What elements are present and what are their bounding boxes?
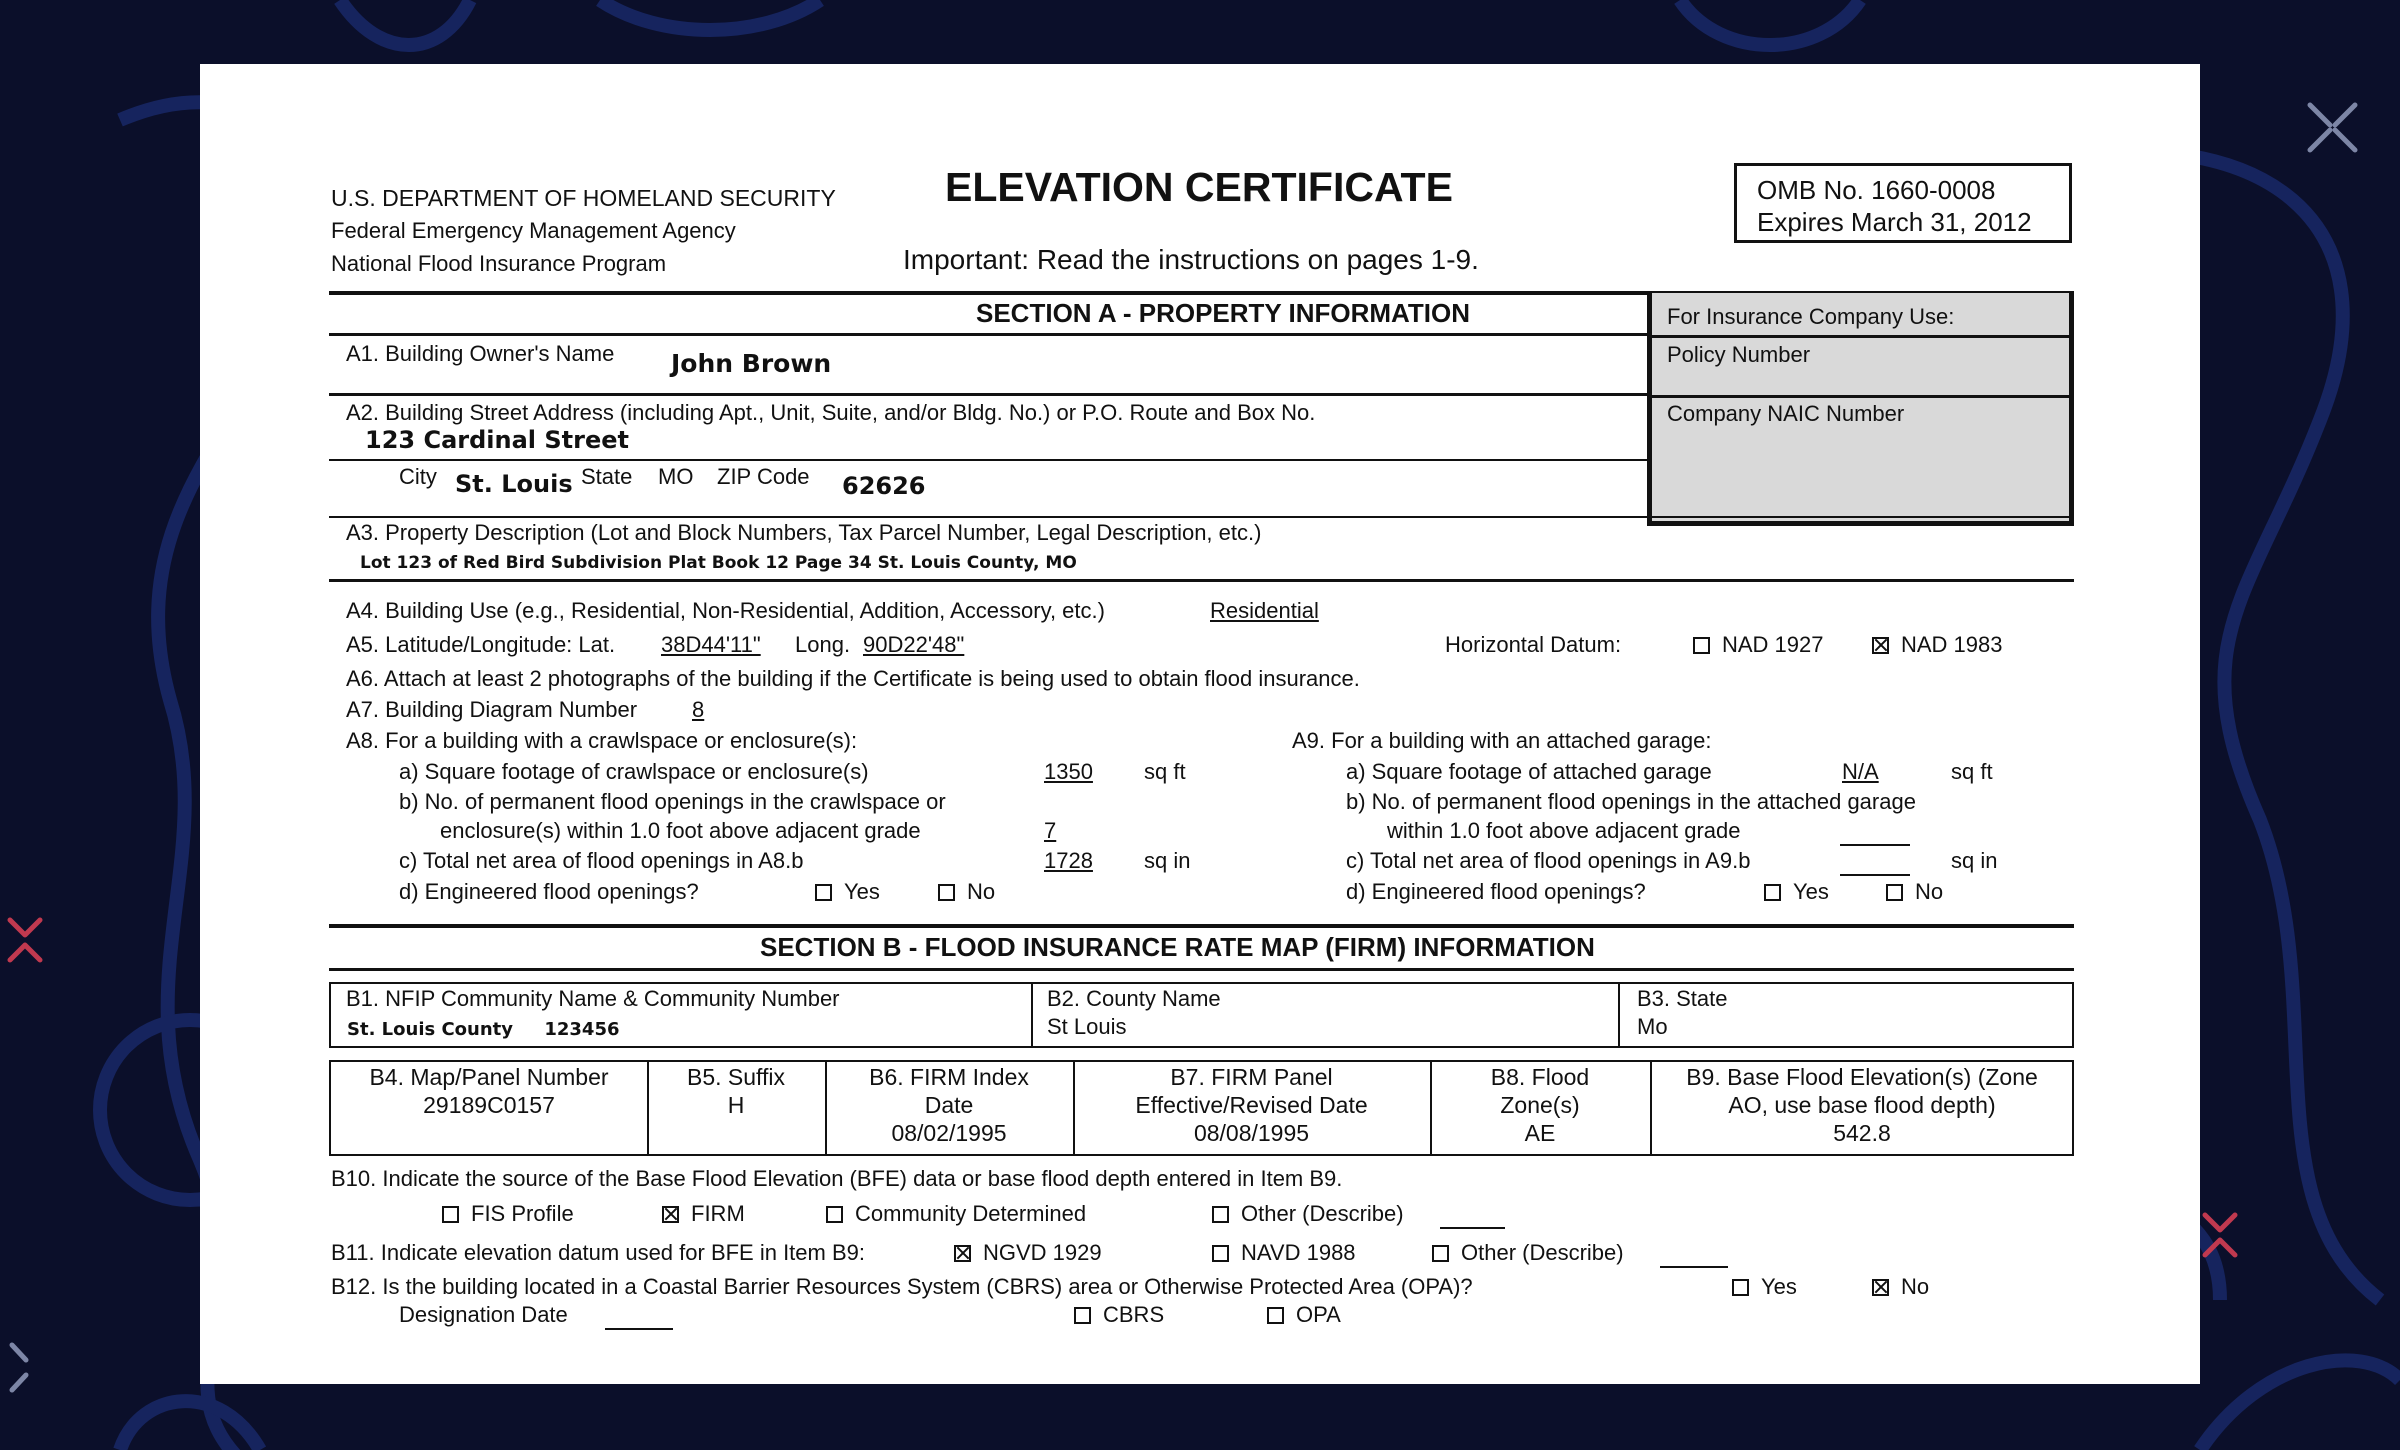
b2-b3-divider [1618,984,1620,1046]
naic-label: Company NAIC Number [1667,401,1905,426]
a9d-label: d) Engineered flood openings? [1346,879,1646,904]
b10-other-label: Other (Describe) [1241,1201,1404,1226]
b4-value: 29189C0157 [423,1092,555,1118]
b10-community-checkbox[interactable] [826,1206,843,1223]
section-b-title-rule [329,968,2074,971]
b10-firm-label: FIRM [691,1201,745,1226]
b4-label: B4. Map/Panel Number [369,1064,609,1090]
b7-cell [1073,1063,1430,1147]
opa-option[interactable] [1267,1302,1341,1328]
b12-no-label: No [1901,1274,1930,1299]
b7-label: B7. FIRM Panel Effective/Revised Date [1135,1064,1368,1118]
a9b-label-line2: within 1.0 foot above adjacent grade [1387,818,1741,843]
b11-ngvd-option[interactable] [954,1240,1102,1266]
latitude-value: 38D44'11" [661,632,761,657]
longitude-label: Long. [795,632,851,657]
a8a-label: a) Square footage of crawlspace or enclosure(s) [399,759,869,784]
b10-fis-option[interactable] [442,1201,574,1227]
nad1927-checkbox[interactable] [1693,637,1710,654]
zip-value: 62626 [842,472,926,500]
a8-label: A8. For a building with a crawlspace or enclosure(s): [346,728,858,753]
b10-fis-label: FIS Profile [471,1201,574,1226]
b12-yes-option[interactable] [1732,1274,1797,1300]
longitude-value: 90D22'48" [863,632,965,657]
b9-value: 542.8 [1833,1120,1891,1146]
a9c-blank [1840,856,1910,876]
a1-label: A1. Building Owner's Name [346,341,615,366]
b3-value: Mo [1637,1014,1668,1039]
elevation-certificate-document [200,64,2200,1384]
b11-navd-label: NAVD 1988 [1241,1240,1356,1265]
property-description-value: Lot 123 of Red Bird Subdivision Plat Book 12 Page 34 St. Louis County, MO [360,553,1077,573]
a9a-label: a) Square footage of attached garage [1346,759,1712,784]
a7-label: A7. Building Diagram Number [346,697,638,722]
a2-top-rule [329,393,1649,396]
omb-number: OMB No. 1660-0008 [1757,175,1996,205]
nad1927-label: NAD 1927 [1722,632,1824,657]
b1-value: St. Louis County 123456 [347,1019,620,1040]
a8b-label-line1: b) No. of permanent flood openings in the crawlspace or [399,789,946,814]
horizontal-datum-label: Horizontal Datum: [1445,632,1622,657]
b9-cell [1650,1063,2074,1147]
omb-expiration: Expires March 31, 2012 [1757,207,2032,237]
b11-other-option[interactable] [1432,1240,1624,1266]
b4-cell [331,1063,647,1119]
b7-value: 08/08/1995 [1193,1120,1310,1146]
a9c-unit: sq in [1951,848,1998,873]
a6-text: A6. Attach at least 2 photographs of the building if the Certificate is being used to obtain flood insurance. [346,666,1360,691]
b11-other-checkbox[interactable] [1432,1245,1449,1262]
b11-navd-option[interactable] [1212,1240,1356,1266]
b11-other-label: Other (Describe) [1461,1240,1624,1265]
a3-label: A3. Property Description (Lot and Block Numbers, Tax Parcel Number, Legal Description, etc.) [346,520,1262,545]
b10-community-option[interactable] [826,1201,1086,1227]
nad1983-label: NAD 1983 [1901,632,2003,657]
b2-label: B2. County Name [1047,986,1221,1011]
a8d-yes-label: Yes [844,879,880,904]
insurance-title: For Insurance Company Use: [1667,304,1955,329]
b5-cell [647,1063,825,1119]
city-value: St. Louis [455,470,573,498]
a8d-yes-checkbox[interactable] [815,884,832,901]
b1-label: B1. NFIP Community Name & Community Number [346,986,840,1011]
b10-firm-checkbox-checked[interactable] [662,1206,679,1223]
b8-label: B8. Flood Zone(s) [1490,1064,1590,1118]
b11-ngvd-label: NGVD 1929 [983,1240,1102,1265]
insurance-divider-1 [1652,335,2069,338]
a9d-no-option[interactable] [1886,879,1943,905]
a1-top-rule [329,333,1649,336]
a8a-unit: sq ft [1144,759,1186,784]
dept-line-3: National Flood Insurance Program [331,251,667,276]
a8d-no-checkbox[interactable] [938,884,955,901]
a8b-label-line2: enclosure(s) within 1.0 foot above adjacent grade [440,818,921,843]
b10-label: B10. Indicate the source of the Base Flood Elevation (BFE) data or base flood depth entered in Item B9. [331,1166,1343,1191]
a9b-blank [1840,826,1910,846]
b2-value: St Louis [1047,1014,1127,1039]
omb-box [1734,163,2072,243]
opa-checkbox[interactable] [1267,1307,1284,1324]
a8b-value: 7 [1044,818,1057,843]
section-a-title: SECTION A - PROPERTY INFORMATION [976,298,1471,328]
b12-yes-label: Yes [1761,1274,1797,1299]
owner-name-value: John Brown [671,349,832,378]
b10-other-blank [1440,1209,1505,1229]
b6-value: 08/02/1995 [891,1120,1007,1146]
cbrs-checkbox[interactable] [1074,1307,1091,1324]
b10-community-label: Community Determined [855,1201,1087,1226]
a9a-value: N/A [1842,759,1879,784]
a8c-value: 1728 [1044,848,1093,873]
b10-other-checkbox[interactable] [1212,1206,1229,1223]
policy-number-label: Policy Number [1667,342,1811,367]
cbrs-option[interactable] [1074,1302,1164,1328]
opa-label: OPA [1296,1302,1341,1327]
b6-cell [825,1063,1073,1147]
designation-date-label: Designation Date [399,1302,568,1327]
a9d-yes-checkbox[interactable] [1764,884,1781,901]
a8d-label: d) Engineered flood openings? [399,879,699,904]
dept-line-1: U.S. DEPARTMENT OF HOMELAND SECURITY [331,185,836,211]
building-use-value: Residential [1210,598,1319,623]
b9-label: B9. Base Flood Elevation(s) (Zone AO, use base flood depth) [1686,1064,2038,1118]
b12-yes-checkbox[interactable] [1732,1279,1749,1296]
a9d-yes-option[interactable] [1764,879,1829,905]
a8a-value: 1350 [1044,759,1093,784]
a8d-no-option[interactable] [938,879,995,905]
zip-label: ZIP Code [717,464,810,489]
building-diagram-value: 8 [692,697,705,722]
b3-label: B3. State [1637,986,1728,1011]
state-label: State [581,464,633,489]
a2-label: A2. Building Street Address (including Apt., Unit, Suite, and/or Bldg. No.) or P.O. Route and Box No. [346,400,1316,425]
insurance-divider-2 [1652,395,2069,398]
important-note: Important: Read the instructions on pages 1-9. [903,244,1479,275]
b10-fis-checkbox[interactable] [442,1206,459,1223]
street-address-value: 123 Cardinal Street [365,426,629,454]
nad1983-option[interactable] [1872,632,2003,658]
b12-no-option[interactable] [1872,1274,1929,1300]
a2-bottom-rule [329,459,1649,461]
b11-navd-checkbox[interactable] [1212,1245,1229,1262]
b8-cell [1430,1063,1650,1147]
a3-bottom-rule [329,579,2074,582]
nad1983-checkbox-checked[interactable] [1872,637,1889,654]
a9-label: A9. For a building with an attached garage: [1292,728,1712,753]
nad1927-option[interactable] [1693,632,1824,658]
a9a-unit: sq ft [1951,759,1993,784]
a8c-label: c) Total net area of flood openings in A8.b [399,848,804,873]
a4-label: A4. Building Use (e.g., Residential, Non-Residential, Addition, Accessory, etc.) [346,598,1105,623]
b11-ngvd-checkbox-checked[interactable] [954,1245,971,1262]
b5-value: H [727,1092,745,1118]
a9d-no-checkbox[interactable] [1886,884,1903,901]
b12-no-checkbox-checked[interactable] [1872,1279,1889,1296]
cbrs-label: CBRS [1103,1302,1165,1327]
dept-line-2: Federal Emergency Management Agency [331,218,736,243]
b11-label: B11. Indicate elevation datum used for BFE in Item B9: [331,1240,865,1265]
b10-other-option[interactable] [1212,1201,1404,1227]
insurance-company-box [1647,293,2074,526]
a8d-yes-option[interactable] [815,879,880,905]
a9c-label: c) Total net area of flood openings in A9.b [1346,848,1751,873]
a3-top-rule [329,516,2074,518]
state-value: MO [658,464,694,489]
b10-firm-option[interactable] [662,1201,745,1227]
b12-label: B12. Is the building located in a Coastal Barrier Resources System (CBRS) area or Otherwise Protected Area (OPA)? [331,1274,1473,1299]
section-b-title: SECTION B - FLOOD INSURANCE RATE MAP (FIRM) INFORMATION [760,932,1595,962]
a8d-no-label: No [967,879,996,904]
b8-value: AE [1524,1120,1556,1146]
section-b-top-rule [329,924,2074,928]
b5-label: B5. Suffix [686,1064,786,1090]
a9d-no-label: No [1915,879,1944,904]
a9d-yes-label: Yes [1793,879,1829,904]
a5-label: A5. Latitude/Longitude: Lat. [346,632,616,657]
b11-other-blank [1660,1248,1728,1268]
b1-b2-divider [1031,984,1033,1046]
city-label: City [399,464,437,489]
designation-date-blank [605,1310,673,1330]
a8c-unit: sq in [1144,848,1191,873]
a9b-label-line1: b) No. of permanent flood openings in the attached garage [1346,789,1916,814]
b6-label: B6. FIRM Index Date [869,1064,1029,1118]
document-title: ELEVATION CERTIFICATE [945,164,1453,210]
